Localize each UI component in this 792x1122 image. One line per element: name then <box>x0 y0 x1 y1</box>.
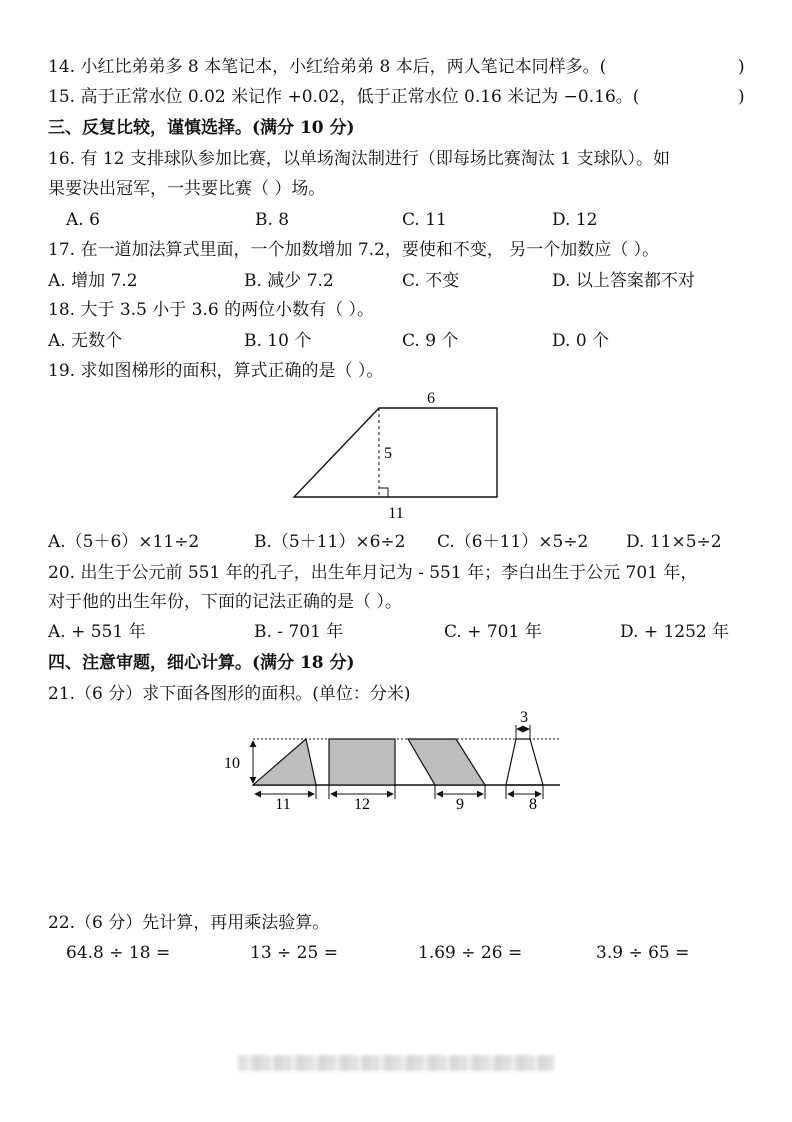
q16-option-c: C. 11 <box>402 210 447 230</box>
q18-option-a: A. 无数个 <box>48 331 123 351</box>
q17-option-b: B. 减少 7.2 <box>244 271 334 291</box>
trapezoid-bottom-label: 11 <box>388 505 404 522</box>
q20-option-a: A. + 551 年 <box>48 622 146 642</box>
question-15: 15. 高于正常水位 0.02 米记作 +0.02，低于正常水位 0.16 米记为 −0.16。( <box>48 87 640 107</box>
question-20-line1: 20. 出生于公元前 551 年的孔子，出生年月记为 - 551 年；李白出生于公元 701 年， <box>48 563 698 583</box>
question-22: 22.（6 分）先计算，再用乘法验算。 <box>48 913 330 933</box>
triangle-base-label: 11 <box>275 796 291 813</box>
parallelogram-base-label: 9 <box>456 796 464 813</box>
trapezoid-bottom-width-label: 8 <box>529 796 537 813</box>
question-14-paren: ) <box>738 57 745 77</box>
question-17: 17. 在一道加法算式里面，一个加数增加 7.2，要使和不变， 另一个加数应（ ）。 <box>48 240 660 260</box>
q18-option-d: D. 0 个 <box>552 331 610 351</box>
q22-item-1: 64.8 ÷ 18 = <box>66 943 171 963</box>
q19-option-a: A.（5＋6）×11÷2 <box>48 532 200 552</box>
section-4-heading: 四、注意审题，细心计算。(满分 18 分) <box>48 653 355 673</box>
q19-option-c: C.（6＋11）×5÷2 <box>437 532 589 552</box>
blurred-footer <box>238 1055 554 1071</box>
question-20-line2: 对于他的出生年份，下面的记法正确的是（ ）。 <box>48 592 402 612</box>
q18-option-c: C. 9 个 <box>402 331 459 351</box>
outline-trapezoid <box>506 739 543 785</box>
question-16-line1: 16. 有 12 支排球队参加比赛，以单场淘汰制进行（即每场比赛淘汰 1 支球队）。如 <box>48 149 671 169</box>
q22-item-2: 13 ÷ 25 = <box>250 943 338 963</box>
height-label: 10 <box>224 755 240 772</box>
shaded-triangle <box>253 739 316 785</box>
question-14: 14. 小红比弟弟多 8 本笔记本，小红给弟弟 8 本后，两人笔记本同样多。( <box>48 57 607 77</box>
q16-option-d: D. 12 <box>552 210 598 230</box>
area-figures <box>220 705 570 815</box>
q18-option-b: B. 10 个 <box>244 331 312 351</box>
q19-option-d: D. 11×5÷2 <box>626 532 722 552</box>
section-3-heading: 三、反复比较，谨慎选择。(满分 10 分) <box>48 118 355 138</box>
q17-option-c: C. 不变 <box>402 271 460 291</box>
q22-item-3: 1.69 ÷ 26 = <box>418 943 523 963</box>
trapezoid-top-width-label: 3 <box>520 709 528 726</box>
q16-option-b: B. 8 <box>255 210 290 230</box>
shaded-parallelogram <box>408 739 485 785</box>
rectangle-width-label: 12 <box>354 796 370 813</box>
trapezoid-top-label: 6 <box>427 390 435 407</box>
shaded-rectangle <box>329 739 395 785</box>
question-15-paren: ) <box>738 87 745 107</box>
q20-option-b: B. - 701 年 <box>254 622 344 642</box>
q19-option-b: B.（5＋11）×6÷2 <box>254 532 406 552</box>
q17-option-a: A. 增加 7.2 <box>48 271 138 291</box>
question-18: 18. 大于 3.5 小于 3.6 的两位小数有（ ）。 <box>48 300 375 320</box>
q20-option-d: D. + 1252 年 <box>620 622 730 642</box>
question-21: 21.（6 分）求下面各图形的面积。(单位：分米) <box>48 684 411 704</box>
trapezoid-height-label: 5 <box>384 445 392 462</box>
q16-option-a: A. 6 <box>66 210 100 230</box>
q22-item-4: 3.9 ÷ 65 = <box>596 943 690 963</box>
trapezoid-figure <box>280 385 520 523</box>
question-19: 19. 求如图梯形的面积，算式正确的是（ ）。 <box>48 361 384 381</box>
question-16-line2: 果要决出冠军，一共要比赛（ ）场。 <box>48 179 326 199</box>
q17-option-d: D. 以上答案都不对 <box>552 271 695 291</box>
q20-option-c: C. + 701 年 <box>444 622 542 642</box>
